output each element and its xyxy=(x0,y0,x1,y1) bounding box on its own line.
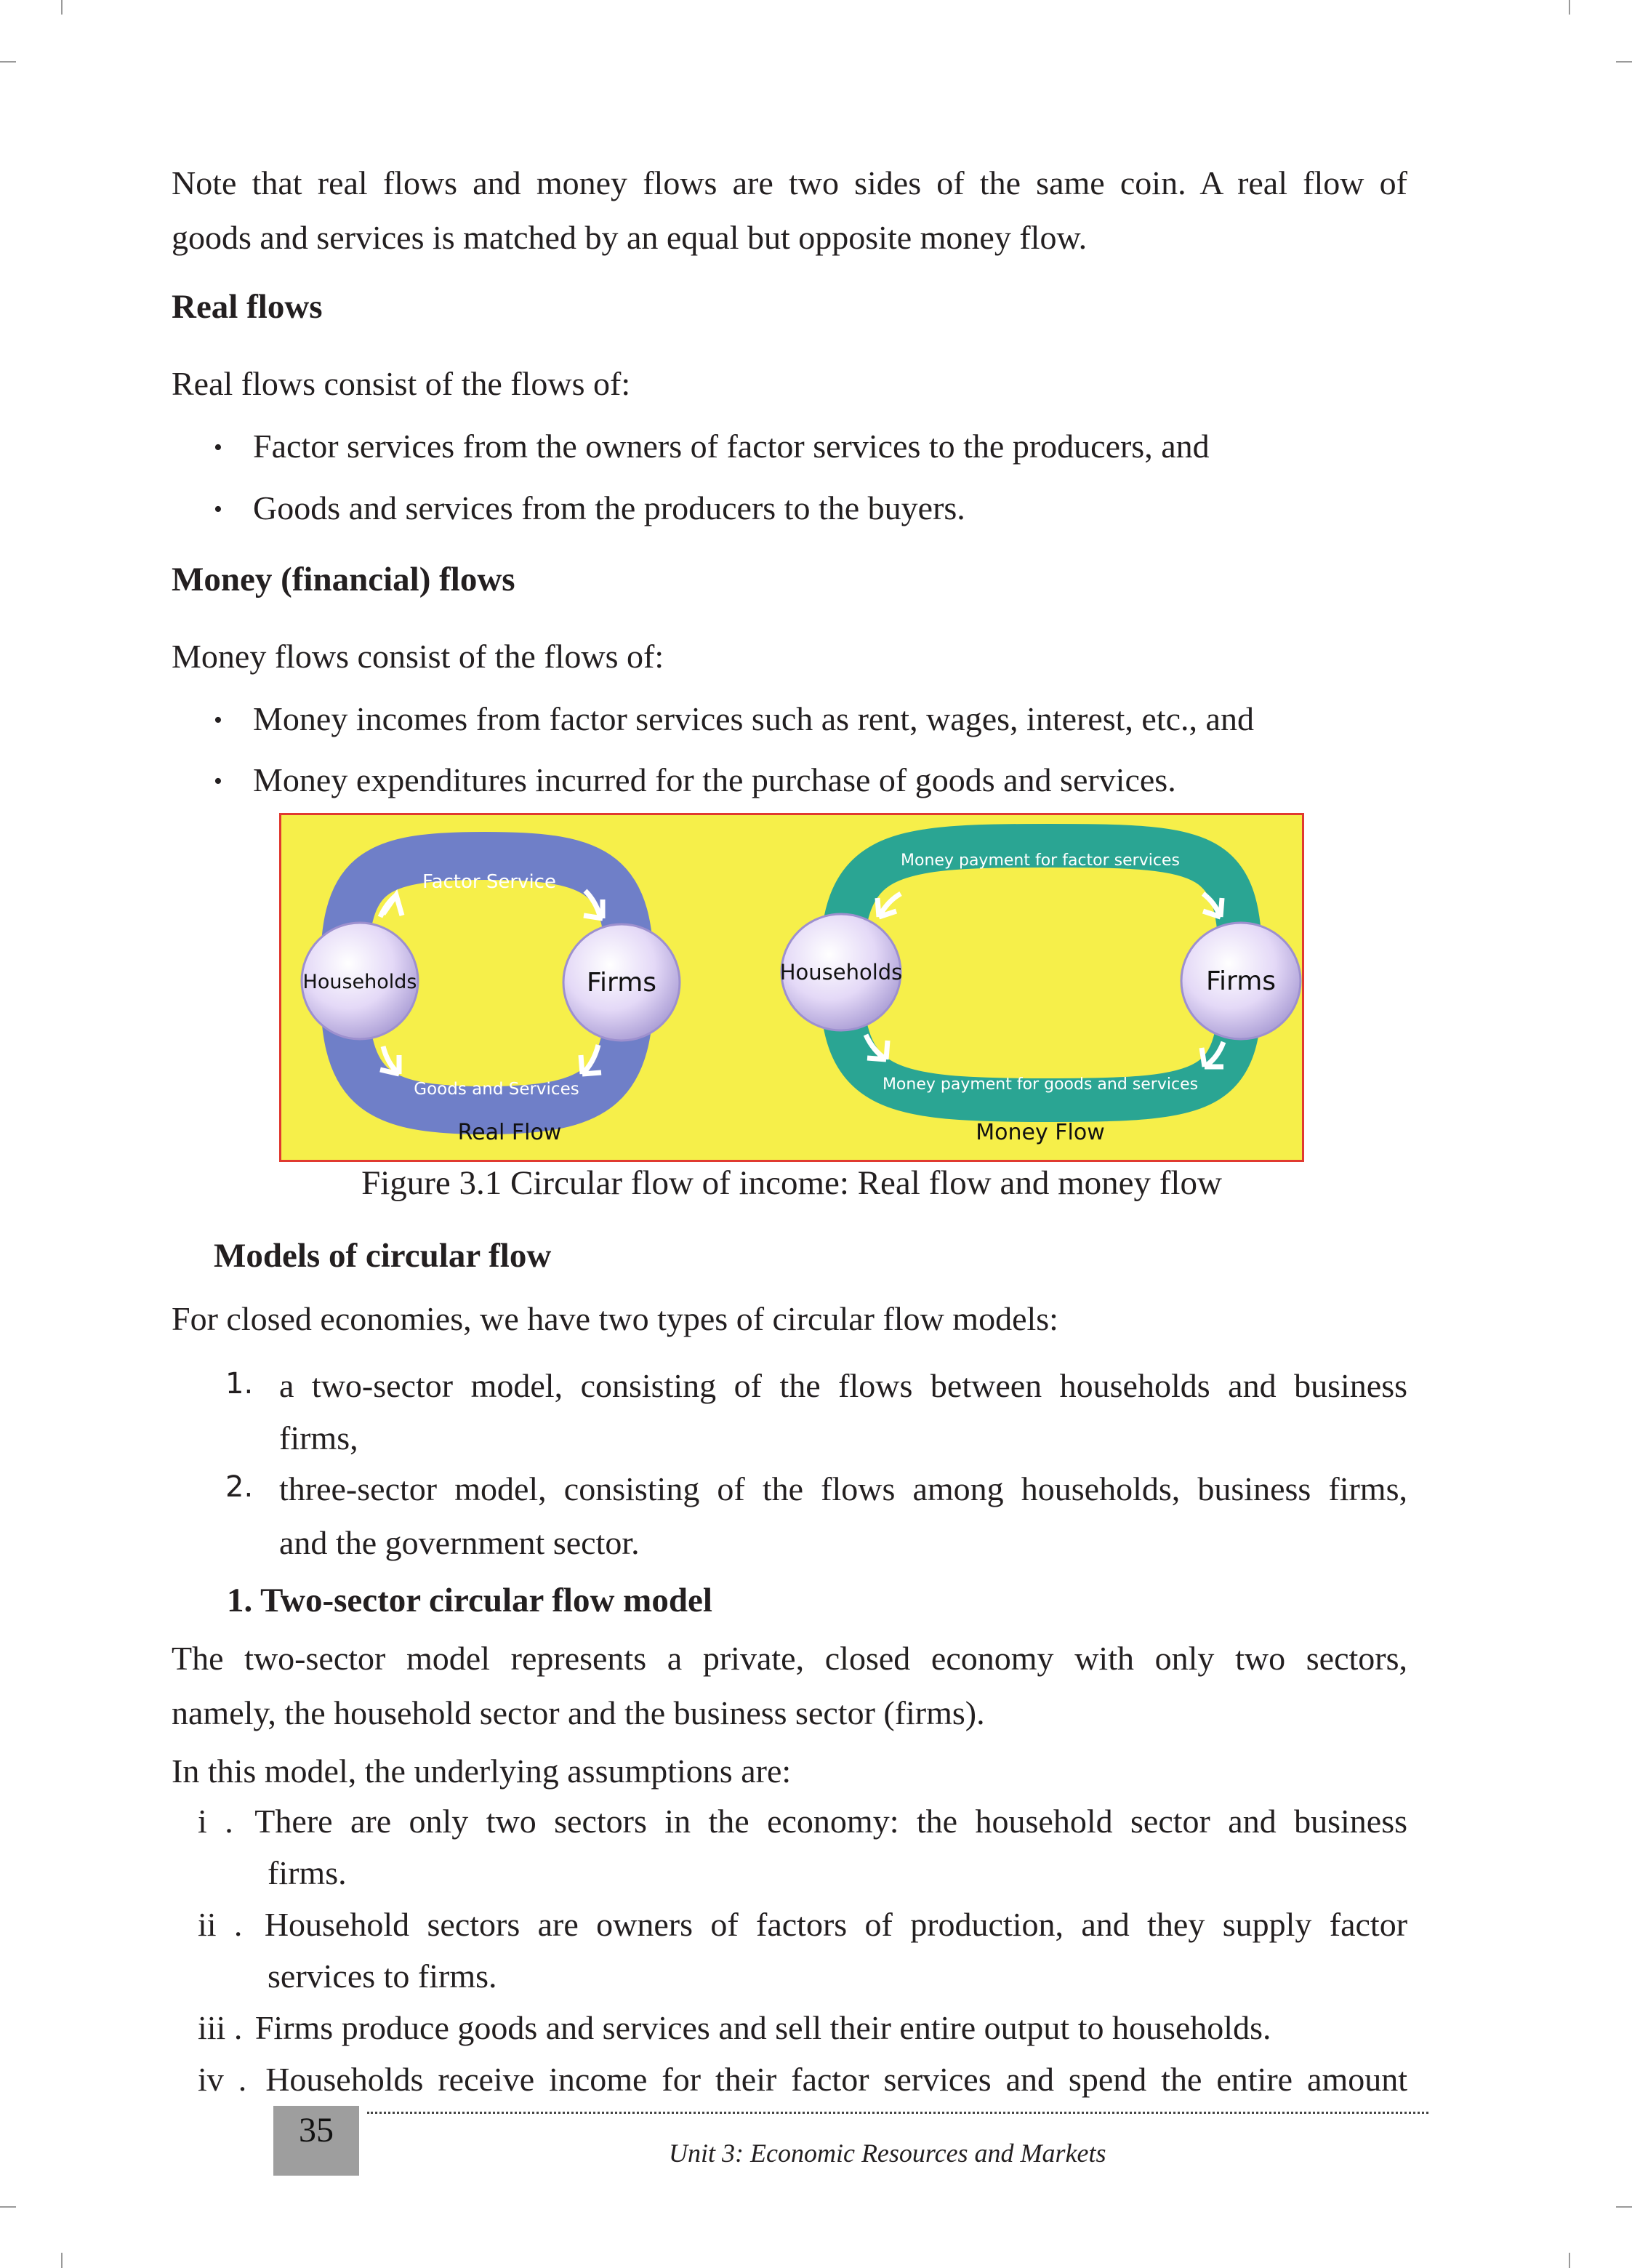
real-top-label: Factor Service xyxy=(422,871,556,893)
models-lead: For closed economies, we have two types of circular flow models: xyxy=(172,1300,1058,1337)
money-flows-heading: Money (financial) flows xyxy=(172,561,515,598)
crop-mark xyxy=(1616,2206,1632,2208)
circular-flow-figure xyxy=(279,813,1304,1162)
assumption-label: iii . xyxy=(198,2009,243,2046)
money-right-node-label: Firms xyxy=(1205,966,1277,996)
crop-mark xyxy=(1616,61,1632,63)
two-sector-heading: 1. Two-sector circular flow model xyxy=(227,1582,712,1619)
money-flows-bullet-2: Money expenditures incurred for the purchase of goods and services. xyxy=(253,761,1176,798)
assumption-label: i . xyxy=(198,1803,233,1840)
model-item-2-line-1: three-sector model, consisting of the flows among households, business firms, xyxy=(279,1470,1407,1507)
real-bottom-label: Goods and Services xyxy=(414,1080,579,1099)
assumption-line-2: firms. xyxy=(268,1854,347,1891)
list-number: 1. xyxy=(225,1367,254,1401)
real-flows-lead: Real flows consist of the flows of: xyxy=(172,365,631,402)
unit-title: Unit 3: Economic Resources and Markets xyxy=(669,2139,1106,2168)
money-flow-title: Money Flow xyxy=(976,1120,1105,1145)
assumption-line-2: services to firms. xyxy=(268,1958,497,1995)
assumption-iv xyxy=(198,2053,1407,2105)
money-flows-lead: Money flows consist of the flows of: xyxy=(172,638,664,675)
crop-mark xyxy=(0,61,16,63)
page-number: 35 xyxy=(299,2111,334,2149)
money-bottom-label: Money payment for goods and services xyxy=(882,1075,1199,1094)
model-item-1-line-2: firms, xyxy=(279,1419,358,1456)
assumption-ii xyxy=(198,1899,1407,2002)
model-item-1-line-1: a two-sector model, consisting of the flows between households and business xyxy=(279,1367,1407,1404)
money-left-node-label: Households xyxy=(779,960,903,985)
assumption-iii xyxy=(198,2002,1407,2053)
arrow-icon xyxy=(877,894,901,917)
bullet-icon: • xyxy=(214,434,222,461)
crop-mark xyxy=(0,2206,16,2208)
bullet-icon: • xyxy=(214,496,222,523)
crop-mark xyxy=(61,0,63,15)
assumption-label: iv . xyxy=(198,2061,247,2098)
list-number: 2. xyxy=(225,1470,254,1504)
assumption-line-1: Household sectors are owners of factors of production, and they supply factor xyxy=(264,1906,1408,1943)
bullet-icon: • xyxy=(214,768,222,795)
arrow-icon xyxy=(380,1046,399,1074)
money-flows-bullet-1: Money incomes from factor services such as rent, wages, interest, etc., and xyxy=(253,700,1254,737)
crop-mark xyxy=(1569,0,1570,15)
model-item-2-line-2: and the government sector. xyxy=(279,1524,640,1561)
two-sector-para-line-2: namely, the household sector and the business sector (firms). xyxy=(172,1694,985,1731)
crop-mark xyxy=(61,2253,63,2268)
real-flows-heading: Real flows xyxy=(172,288,323,326)
assumption-i xyxy=(198,1795,1407,1899)
assumption-label: ii . xyxy=(198,1906,243,1943)
real-left-node-label: Households xyxy=(302,971,417,993)
figure-caption: Figure 3.1 Circular flow of income: Real flow and money flow xyxy=(361,1164,1222,1202)
assumption-line-1: Firms produce goods and services and sell their entire output to households. xyxy=(254,2009,1271,2046)
real-flow-title: Real Flow xyxy=(457,1120,562,1145)
crop-mark xyxy=(1569,2253,1570,2268)
intro-line-1: Note that real flows and money flows are two sides of the same coin. A real flow of xyxy=(172,164,1407,201)
assumption-line-1: There are only two sectors in the economy: the household sector and business xyxy=(254,1803,1408,1840)
two-sector-para-line-1: The two-sector model represents a private, closed economy with only two sectors, xyxy=(172,1640,1407,1677)
bullet-icon: • xyxy=(214,707,222,734)
intro-line-2: goods and services is matched by an equal but opposite money flow. xyxy=(172,219,1088,256)
footer-divider xyxy=(367,2112,1428,2114)
real-flows-bullet-1: Factor services from the owners of factor services to the producers, and xyxy=(253,428,1210,465)
models-heading: Models of circular flow xyxy=(214,1237,552,1275)
circular-flow-diagram xyxy=(281,815,1302,1160)
real-flows-bullet-2: Goods and services from the producers to the buyers. xyxy=(253,489,965,526)
assumption-line-1: Households receive income for their factor services and spend the entire amount xyxy=(265,2061,1407,2098)
money-top-label: Money payment for factor services xyxy=(901,851,1180,870)
assumptions-lead: In this model, the underlying assumptions are: xyxy=(172,1752,792,1790)
real-right-node-label: Firms xyxy=(586,968,657,998)
